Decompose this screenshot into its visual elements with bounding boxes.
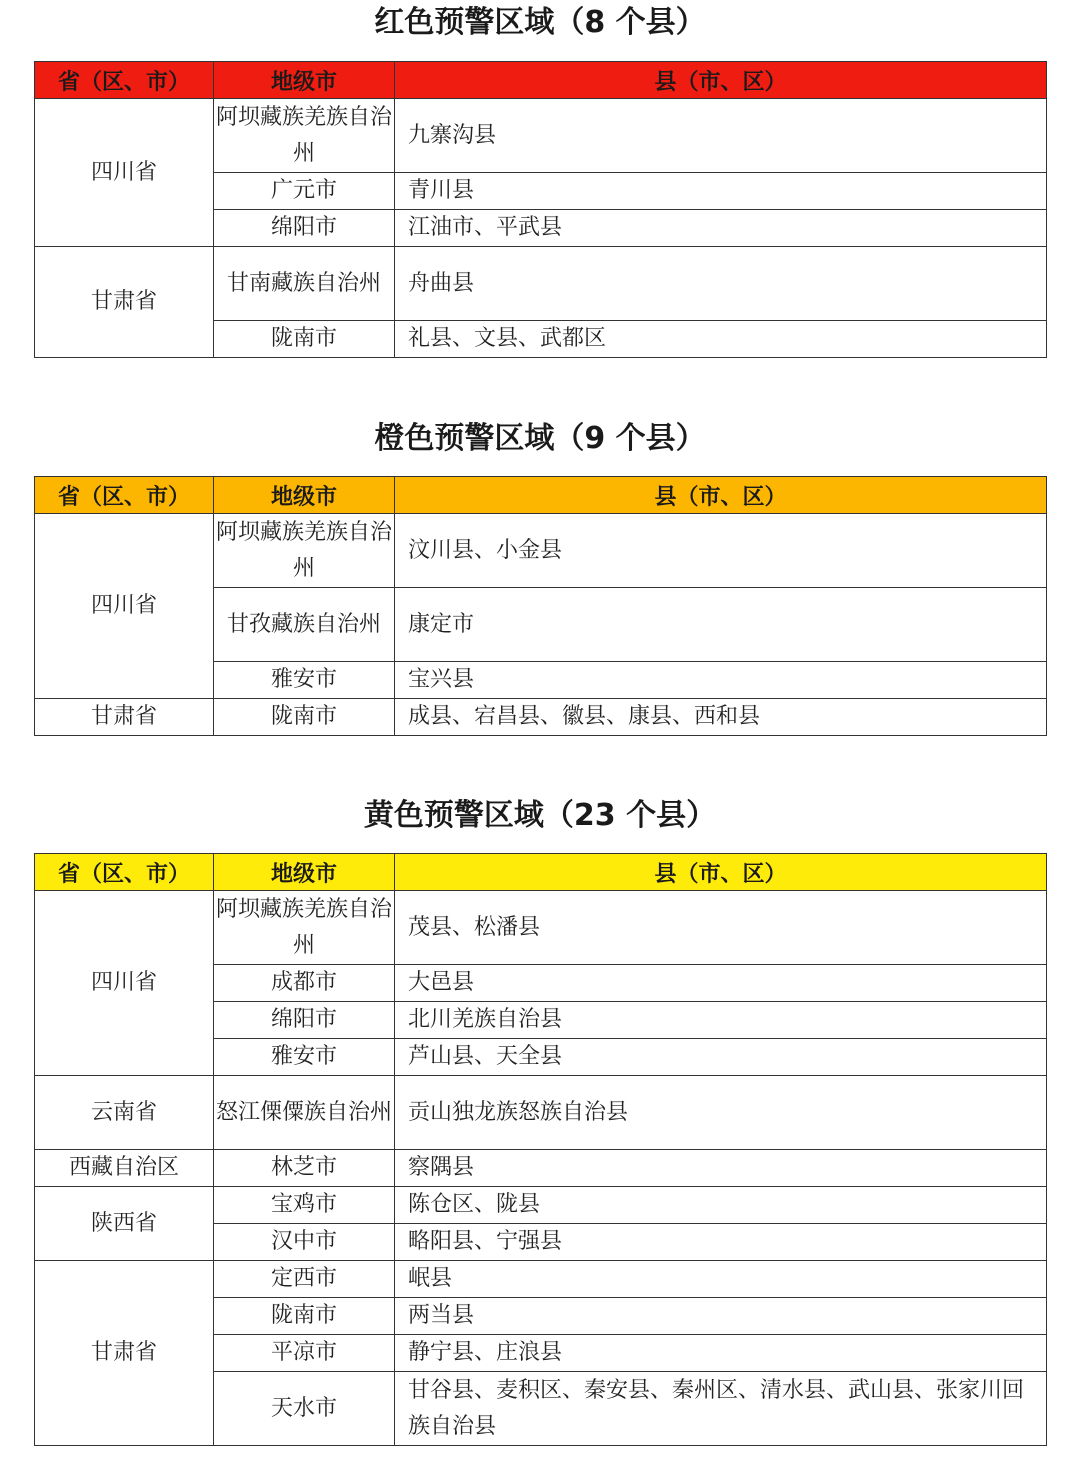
yellow-warning-table-wrap — [34, 853, 1046, 1446]
table-row — [35, 1187, 1047, 1224]
city-cell: 绵阳市 — [214, 1002, 395, 1039]
county-cell: 静宁县、庄浪县 — [395, 1335, 1047, 1372]
city-cell: 宝鸡市 — [214, 1187, 395, 1224]
county-cell: 贡山独龙族怒族自治县 — [395, 1076, 1047, 1150]
header-province: 省（区、市） — [35, 854, 214, 891]
red-warning-table-wrap — [34, 61, 1046, 358]
orange-warning-table — [34, 476, 1047, 736]
city-cell: 甘孜藏族自治州 — [214, 588, 395, 662]
county-cell: 陈仓区、陇县 — [395, 1187, 1047, 1224]
header-county: 县（市、区） — [395, 62, 1047, 99]
orange-warning-table-wrap — [34, 476, 1046, 736]
city-cell: 阿坝藏族羌族自治州 — [214, 99, 395, 173]
city-cell: 广元市 — [214, 173, 395, 210]
county-cell: 北川羌族自治县 — [395, 1002, 1047, 1039]
province-cell: 云南省 — [35, 1076, 214, 1150]
county-cell: 茂县、松潘县 — [395, 891, 1047, 965]
table-row — [35, 1261, 1047, 1298]
city-cell: 陇南市 — [214, 699, 395, 736]
city-cell: 陇南市 — [214, 1298, 395, 1335]
city-cell: 平凉市 — [214, 1335, 395, 1372]
county-cell: 甘谷县、麦积区、秦安县、秦州区、清水县、武山县、张家川回族自治县 — [395, 1372, 1047, 1446]
province-cell: 四川省 — [35, 99, 214, 247]
table-row — [35, 1150, 1047, 1187]
county-cell: 成县、宕昌县、徽县、康县、西和县 — [395, 699, 1047, 736]
county-cell: 宝兴县 — [395, 662, 1047, 699]
province-cell: 陕西省 — [35, 1187, 214, 1261]
city-cell: 阿坝藏族羌族自治州 — [214, 514, 395, 588]
header-county: 县（市、区） — [395, 477, 1047, 514]
province-cell: 四川省 — [35, 514, 214, 699]
city-cell: 阿坝藏族羌族自治州 — [214, 891, 395, 965]
city-cell: 汉中市 — [214, 1224, 395, 1261]
city-cell: 绵阳市 — [214, 210, 395, 247]
header-city: 地级市 — [214, 854, 395, 891]
header-city: 地级市 — [214, 62, 395, 99]
province-cell: 西藏自治区 — [35, 1150, 214, 1187]
header-county: 县（市、区） — [395, 854, 1047, 891]
county-cell: 汶川县、小金县 — [395, 514, 1047, 588]
red-warning-table — [34, 61, 1047, 358]
table-row — [35, 247, 1047, 321]
county-cell: 察隅县 — [395, 1150, 1047, 1187]
province-cell: 甘肃省 — [35, 1261, 214, 1446]
city-cell: 陇南市 — [214, 321, 395, 358]
county-cell: 江油市、平武县 — [395, 210, 1047, 247]
city-cell: 甘南藏族自治州 — [214, 247, 395, 321]
county-cell: 舟曲县 — [395, 247, 1047, 321]
header-city: 地级市 — [214, 477, 395, 514]
yellow-warning-table — [34, 853, 1047, 1446]
county-cell: 岷县 — [395, 1261, 1047, 1298]
county-cell: 芦山县、天全县 — [395, 1039, 1047, 1076]
table-row — [35, 891, 1047, 965]
table-row — [35, 514, 1047, 588]
province-cell: 甘肃省 — [35, 699, 214, 736]
county-cell: 青川县 — [395, 173, 1047, 210]
province-cell: 甘肃省 — [35, 247, 214, 358]
province-cell: 四川省 — [35, 891, 214, 1076]
county-cell: 九寨沟县 — [395, 99, 1047, 173]
county-cell: 礼县、文县、武都区 — [395, 321, 1047, 358]
county-cell: 两当县 — [395, 1298, 1047, 1335]
city-cell: 成都市 — [214, 965, 395, 1002]
city-cell: 雅安市 — [214, 1039, 395, 1076]
city-cell: 雅安市 — [214, 662, 395, 699]
red-section-title: 红色预警区域（8 个县） — [374, 5, 706, 40]
table-row — [35, 99, 1047, 173]
header-province: 省（区、市） — [35, 62, 214, 99]
county-cell: 大邑县 — [395, 965, 1047, 1002]
city-cell: 天水市 — [214, 1372, 395, 1446]
county-cell: 略阳县、宁强县 — [395, 1224, 1047, 1261]
orange-section-title: 橙色预警区域（9 个县） — [374, 421, 706, 456]
city-cell: 定西市 — [214, 1261, 395, 1298]
header-province: 省（区、市） — [35, 477, 214, 514]
table-row — [35, 699, 1047, 736]
city-cell: 怒江傈僳族自治州 — [214, 1076, 395, 1150]
yellow-section-title: 黄色预警区域（23 个县） — [363, 798, 717, 833]
city-cell: 林芝市 — [214, 1150, 395, 1187]
table-row — [35, 1076, 1047, 1150]
county-cell: 康定市 — [395, 588, 1047, 662]
